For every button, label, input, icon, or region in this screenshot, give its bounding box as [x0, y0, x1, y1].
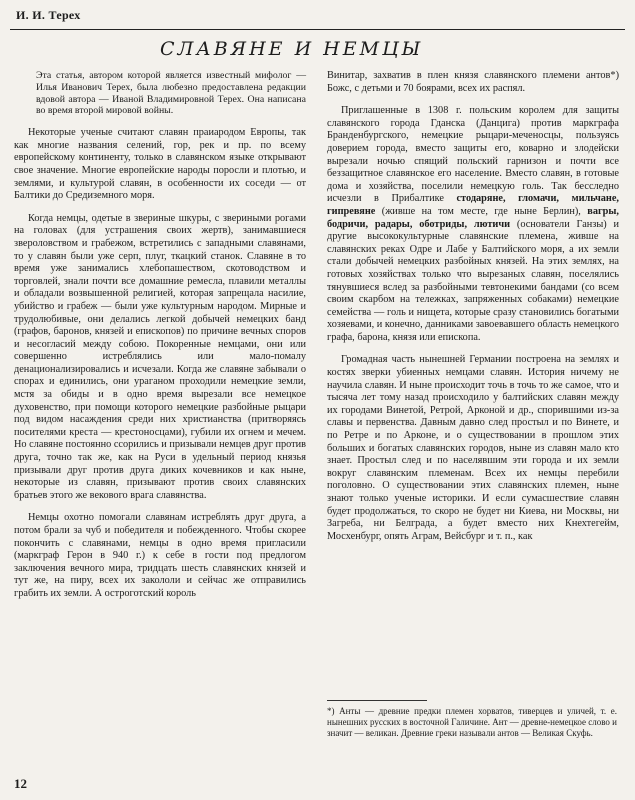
page-number: 12: [14, 776, 27, 791]
body-paragraph-2: Когда немцы, одетые в звериные шкуры, с звериными рогами на головах (для устрашения своих жертв), занимавшиеся звероловством и грабежом, встретились с западными славянами, то у славян были уже серп, плуг, ткацкий станок. Славяне в то время уже занимались хлебопашеством, скотоводством и торговлей, знали почти все домашние ремесла, плавили металлы и обладали возвышенной религией, которая запрещала насилие, убийство и грабеж — были уже культурным народом. Мирные и трудолюбивые, они делались легкой добычей немецких банд (графов, баронов, князей и епископов) по причине вечных споров и несогласий между собою. Покоренные немцами, они или совершенно истреблялись или мало-помалу денационализировались и исчезали. Когда же славяне забывали о спорах и единились, они ураганом проходили немецкие земли, мстя за обиды и в одно время вырезали все немецкое духовенство, при помощи которого немецкие разбойные рыцари под видом насаждения среди них христианства (притворяясь посителями креста — крестоносцами), губили их огнем и мечем. Но славяне постоянно ссорились и призывали немцев друг против друга, точно так же, как на Руси в удельный период князья призывали друг против друга диких кочевников и как ныне, некоторые из славян, призывают против своих славянских братьев этого же векового врага славянства.: [14, 212, 306, 501]
paragraph-4-part-3: (основатели Ганзы) и другие высококультурные славянские племена, живше на славянских реках Одре и Лабе у Балтийского моря, а их земли стали добычей немецких разбойных князей. На этих землях, на готовых хозяйствах только что вырезаных славян, поселялись тянувшиеся вслед за разбойными тевтонекими бандами (со всем своим скарбом на тележках, запряженных собаками) немецкие семейства — голь и нищета, которые сразу становились богатыми хозяевами, и конечно, данниками завоевавшего область немецкого графа, барона, князя или епископа.: [327, 218, 619, 343]
body-paragraph-continued: Винитар, захватив в плен князя славянского племени антов*) Божс, с детьми и 70 боярами, всех их распял.: [327, 70, 619, 94]
left-column: [14, 70, 306, 601]
tribe-names-2: вагры, бодричи, радары, оботриды, лютичи: [327, 205, 619, 230]
running-head-author: И. И. Терех: [16, 8, 81, 22]
body-paragraph-3: Немцы охотно помогали славянам истреблять друг друга, а потом брали за чуб и победителя и побежденного. Чтобы скорее покончить с славянами, немцы в одно время пригласили (маркграф Герон в 940 г.) к себе в гости под предлогом заключения вечного мира, тридцать шесть славянских князей и тут же, на пиру, всех их закололи и сейчас же отправились грабить их земли. А остроготский король: [14, 512, 306, 599]
body-paragraph-5: Громадная часть нынешней Германии построена на землях и костях зверки убиенных немцами славян. История ничему не научила славян. И ныне происходит точь в точь то же самое, что и тысяча лет тому назад происходило у балтийских славян между их городами Винетой, Ретрой, Арконой и др., спорившими из-за славы и первенства. Давным давно след простыл и по Винете, и по Ретре и по Арконе, и о существовании в прошлом этих больших и богатых славянских городов, ныне из славян мало кто знает. Простыл след и по населявшим эти города и их земли вокруг славянским племенам. Всех их немцы перебили поголовно. О существовании этих славянских племен, ныне знают только ученые историки. И если сумасшествие славян будет продолжаться, то скоро не будет ни Киева, ни Москвы, ни Загреба, ни Белграда, а будет вместо них Кнехтегейм, Мосхенбург, опять Аграм, Вейсбург и т. п., как: [327, 354, 619, 542]
tribe-names-1: стодаряне, гломачи, мильчане, гипревяне: [327, 193, 619, 217]
body-paragraph-4: [327, 105, 619, 344]
header-rule: [10, 29, 625, 30]
article-title: СЛАВЯНЕ И НЕМЦЫ: [160, 38, 424, 60]
footnote-rule: [327, 700, 427, 701]
paragraph-4-part-2: (живше на том месте, где ныне Берлин),: [375, 205, 588, 217]
footnote: *) Анты — древние предки племен хорватов, тиверцев и уличей, т. е. нынешних русских в восточной Галичине. Ант — древне-немецкое слово и значит — великан. Древние греки называли антов — Великая Скуфь.: [327, 706, 617, 738]
body-paragraph-1: Некоторые ученые считают славян праиародом Европы, так как многие названия селений, гор, рек и пр. по всему европейскому континенту, только в славянском языке открывают свое значение. Многие европейские народы поросли и плотью, и землями, и культурой славян, в особенности их соседи — от Балтики до Средиземного моря.: [14, 127, 306, 202]
right-column: [327, 70, 619, 543]
intro-paragraph: Эта статья, автором которой является известный мифолог — Илья Иванович Терех, была любезно предоставлена редакции вдовой автора — Иваной Владимировной Терех. Она написана во время второй мировой войны.: [36, 70, 306, 117]
paragraph-4-part-1: Приглашенные в 1308 г. польским королем для защиты славянского города Гданска (Данцига) против маркграфа Бранденбургского, немецкие рыцари-меченосцы, пользуясь доверием города, вместо защиты его, коварно и злодейски вырезали ночью спящий польский гарнизон и почти все беззащитное славянское его население. Вместо славян, в готовые дома и хозяйства, поселили немецкую голь. Так бесследно исчезли в Прибалтике: [327, 105, 619, 205]
